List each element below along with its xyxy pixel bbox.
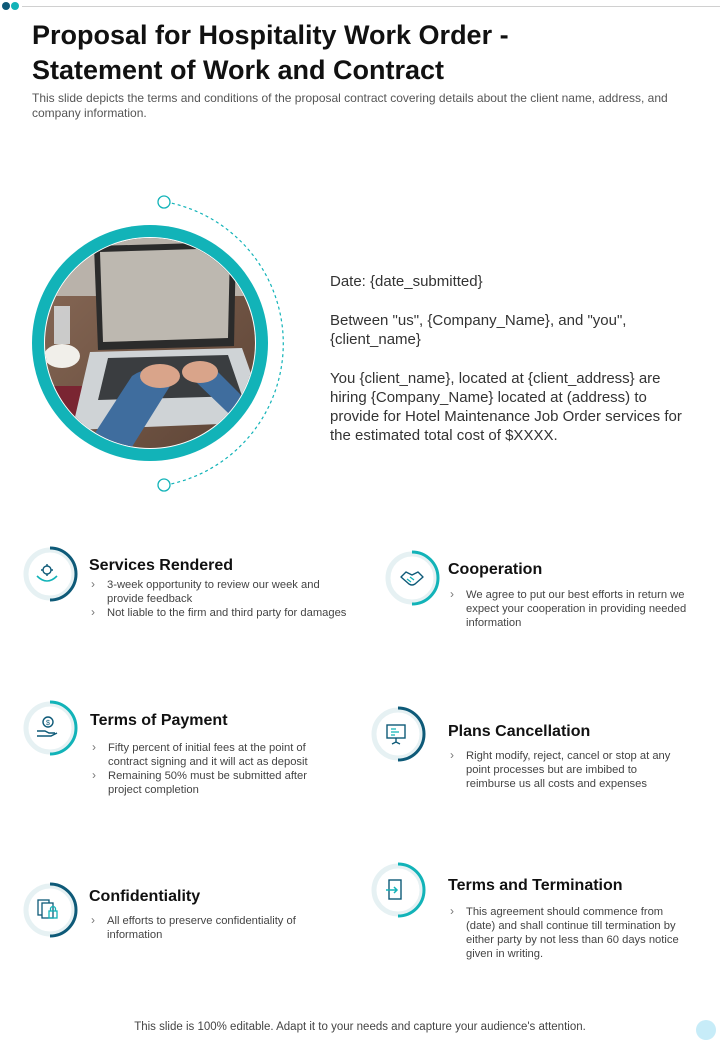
top-dot-dark	[2, 2, 10, 10]
section-list	[448, 905, 688, 961]
top-divider	[22, 6, 720, 7]
intro-text	[330, 272, 695, 465]
section-list	[90, 741, 340, 797]
list-item: › 3-week opportunity to review our week and provide feedback	[89, 578, 349, 606]
list-item: › Right modify, reject, cancel or stop at any point processes but are imbibed to reimburse us all costs and expenses	[448, 749, 688, 791]
section-title: Terms of Payment	[90, 712, 228, 729]
arc-dot-top	[158, 196, 170, 208]
corner-dot	[696, 1020, 716, 1040]
list-item: › Not liable to the firm and third party for damages	[89, 606, 349, 620]
gear-hand-icon	[22, 546, 78, 602]
section-list	[448, 588, 688, 630]
arc-dot-bottom	[158, 479, 170, 491]
dollar-hand-icon	[22, 700, 78, 756]
locked-documents-icon	[22, 882, 78, 938]
list-item: › All efforts to preserve confidentiality of information	[89, 914, 319, 942]
list-item: › This agreement should commence from (date) and shall continue till termination by either party by not less than 60 days notice given in writing.	[448, 905, 688, 961]
section-title: Services Rendered	[89, 557, 234, 574]
presentation-board-icon	[370, 706, 426, 762]
intro-between: Between "us", {Company_Name}, and "you", {client_name}	[330, 312, 627, 348]
section-list	[89, 914, 319, 942]
list-item: › Remaining 50% must be submitted after project completion	[90, 769, 340, 797]
list-item: › We agree to put our best efforts in return we expect your cooperation in providing needed information	[448, 588, 688, 630]
intro-date: Date: {date_submitted}	[330, 273, 483, 290]
section-title: Cooperation	[448, 561, 543, 578]
section-list	[448, 749, 688, 791]
laptop-photo-circle	[20, 186, 320, 496]
handshake-icon	[384, 550, 440, 606]
section-title: Plans Cancellation	[448, 723, 591, 740]
exit-door-icon	[370, 862, 426, 918]
section-title: Terms and Termination	[448, 877, 623, 894]
page-title: Proposal for Hospitality Work Order - Statement of Work and Contract	[32, 20, 509, 85]
list-item: › Fifty percent of initial fees at the point of contract signing and it will act as deposit	[90, 741, 340, 769]
section-title: Confidentiality	[89, 888, 201, 905]
top-dot-teal	[11, 2, 19, 10]
page-subtitle: This slide depicts the terms and conditions of the proposal contract covering details about the client name, address, and company information.	[32, 91, 668, 120]
intro-body: You {client_name}, located at {client_address} are hiring {Company_Name} located at (address) to provide for Hotel Maintenance Job Order services for the estimated total cost of $XXXX.	[330, 370, 682, 444]
svg-text:$: $	[46, 720, 50, 727]
section-list	[89, 578, 349, 620]
footer-note: This slide is 100% editable. Adapt it to your needs and capture your audience's attention.	[134, 1021, 586, 1033]
